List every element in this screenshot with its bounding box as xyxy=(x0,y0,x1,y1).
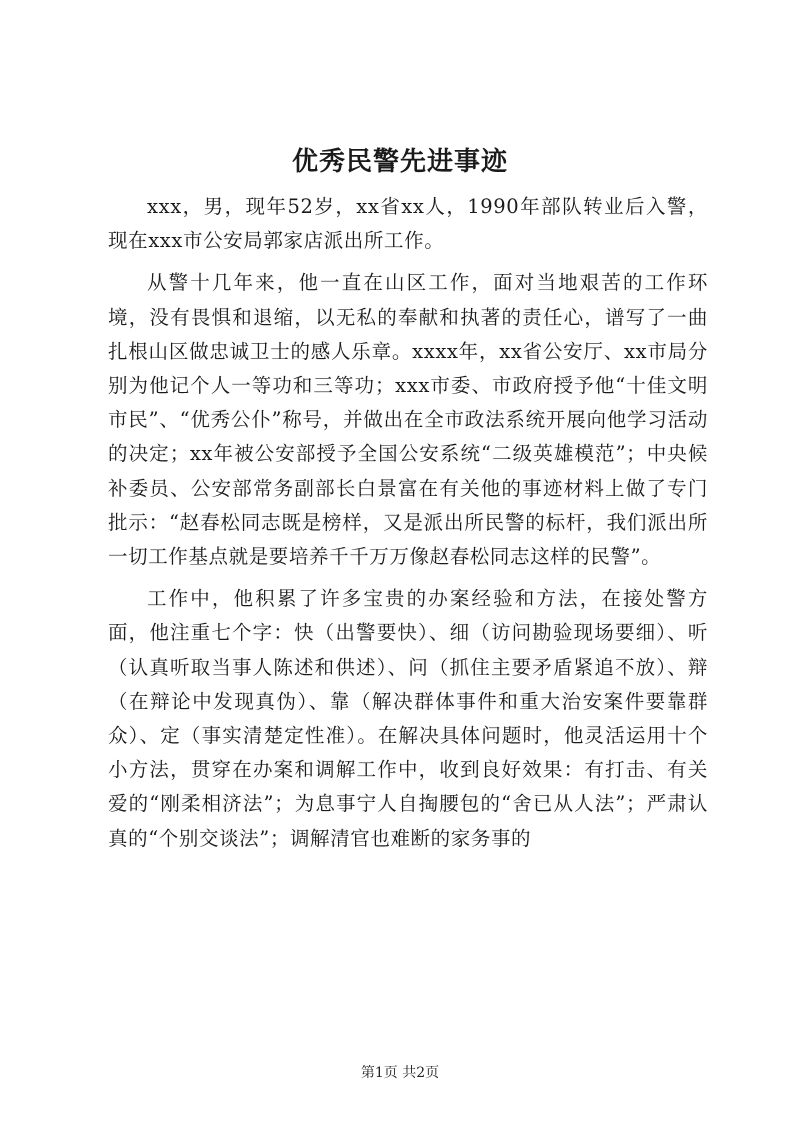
page-number-footer: 第1页 共2页 xyxy=(360,1065,440,1081)
document-title: 优秀民警先进事迹 xyxy=(291,147,508,177)
paragraph-intro: xxx，男，现年52岁，xx省xx人，1990年部队转业后入警，现在xxx市公安局郭家店派出所工作。 xyxy=(108,195,708,253)
paragraph-honors: 从警十几年来，他一直在山区工作，面对当地艰苦的工作环境，没有畏惧和退缩，以无私的奉献和执著的责任心，谱写了一曲扎根山区做忠诚卫士的感人乐章。xxxx年，xx省公安厅、xx市局分别为他记个人一等功和三等功；xxx市委、市政府授予他“十佳文明市民”、“优秀公仆”称号，并做出在全市政法系统开展向他学习活动的决定；xx年被公安部授予全国公安系统“二级英雄模范”；中央候补委员、公安部常务副部长白景富在有关他的事迹材料上做了专门批示：“赵春松同志既是榜样，又是派出所民警的标杆，我们派出所一切工作基点就是要培养千千万万像赵春松同志这样的民警”。 xyxy=(108,271,708,569)
document-body xyxy=(108,190,708,856)
paragraph-methods: 工作中，他积累了许多宝贵的办案经验和方法，在接处警方面，他注重七个字：快（出警要快）、细（访问勘验现场要细）、听（认真听取当事人陈述和供述）、问（抓住主要矛盾紧追不放）、辩（在辩论中发现真伪）、靠（解决群体事件和重大治安案件要靠群众）、定（事实清楚定性准）。在解决具体问题时，他灵活运用十个小方法，贯穿在办案和调解工作中，收到良好效果：有打击、有关爱的“刚柔相济法”；为息事宁人自掏腰包的“舍已从人法”；严肃认真的“个别交谈法”；调解清官也难断的家务事的 xyxy=(108,587,708,850)
